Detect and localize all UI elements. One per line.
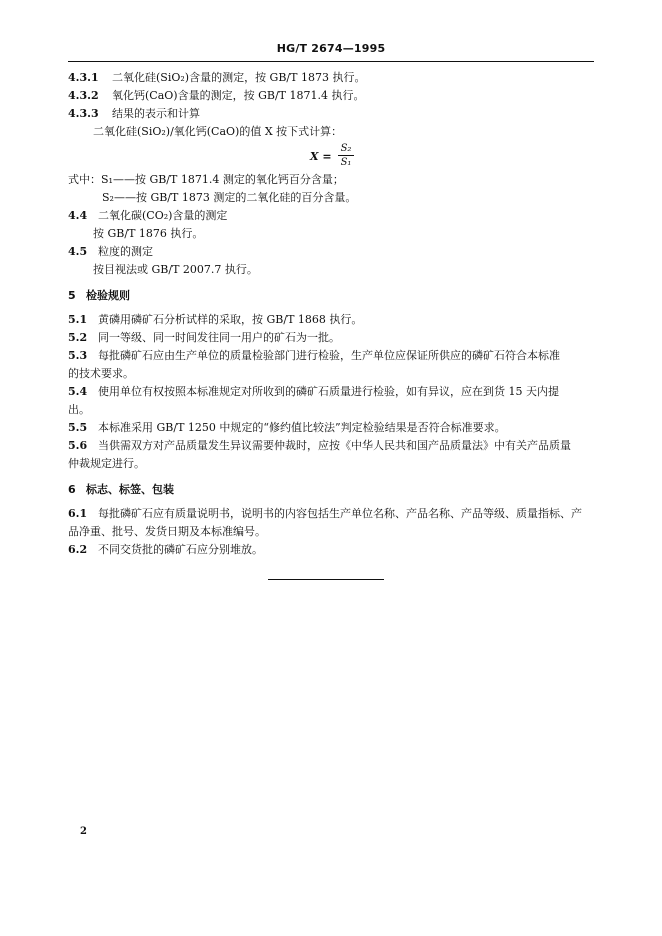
section-title: 检验规则: [86, 289, 130, 302]
clause-5-5: [68, 420, 590, 436]
formula-fraction: [338, 142, 354, 169]
clause-number: 4.3.2: [68, 89, 99, 102]
clause-5-6-cont: 仲裁规定进行。: [68, 457, 145, 470]
clause-text: 同一等级、同一时间发往同一用户的矿石为一批。: [98, 331, 340, 344]
clause-number: 6.2: [68, 543, 88, 556]
clause-number: 5.4: [68, 385, 88, 398]
clause-5-6: [68, 438, 590, 454]
section-number: 6: [68, 483, 76, 496]
clause-number: 4.4: [68, 209, 88, 222]
formula-numerator: S₂: [340, 143, 352, 154]
formula-intro: 二氧化硅(SiO₂)/氧化钙(CaO)的值 X 按下式计算：: [93, 125, 343, 138]
clause-5-3: [68, 348, 590, 364]
section-number: 5: [68, 289, 76, 302]
clause-5-4-cont: 出。: [68, 403, 90, 416]
section-6-heading: [68, 482, 590, 498]
clause-number: 5.3: [68, 349, 88, 362]
clause-6-2: [68, 542, 590, 558]
variable-definition-s1: 式中：S₁——按 GB/T 1871.4 测定的氧化钙百分含量；: [68, 173, 344, 186]
clause-4-3-2: [68, 88, 590, 104]
clause-5-2: [68, 330, 590, 346]
formula-lhs: X =: [310, 150, 332, 163]
clause-4-5-body: 按目视法或 GB/T 2007.7 执行。: [93, 263, 258, 276]
clause-6-1-cont: 品净重、批号、发货日期及本标准编号。: [68, 525, 266, 538]
standard-header: HG/T 2674—1995: [276, 42, 386, 55]
clause-number: 5.6: [68, 439, 88, 452]
header-rule: [68, 61, 594, 62]
clause-4-4: [68, 208, 590, 224]
clause-text: 当供需双方对产品质量发生异议需要仲裁时，应按《中华人民共和国产品质量法》中有关产品质量: [98, 439, 571, 452]
clause-text: 使用单位有权按照本标准规定对所收到的磷矿石质量进行检验，如有异议，应在到货 15 天内提: [98, 385, 559, 398]
clause-text: 粒度的测定: [98, 245, 153, 258]
page-number: 2: [80, 826, 87, 837]
variable-definition-s2: S₂——按 GB/T 1873 测定的二氧化硅的百分含量。: [102, 191, 357, 204]
clause-text: 本标准采用 GB/T 1250 中规定的“修约值比较法”判定检验结果是否符合标准要求。: [98, 421, 506, 434]
formula-denominator: S₁: [340, 157, 352, 168]
end-rule: [268, 579, 384, 580]
clause-text: 结果的表示和计算: [112, 107, 200, 120]
clause-number: 4.3.1: [68, 71, 99, 84]
clause-text: 不同交货批的磷矿石应分别堆放。: [98, 543, 263, 556]
clause-6-1: [68, 506, 590, 522]
clause-5-4: [68, 384, 590, 400]
clause-number: 5.1: [68, 313, 88, 326]
clause-4-3-1: [68, 70, 590, 86]
clause-4-4-body: 按 GB/T 1876 执行。: [93, 227, 204, 240]
clause-text: 二氧化硅(SiO₂)含量的测定，按 GB/T 1873 执行。: [112, 71, 366, 84]
clause-text: 每批磷矿石应有质量说明书，说明书的内容包括生产单位名称、产品名称、产品等级、质量指标、产: [98, 507, 582, 520]
clause-number: 6.1: [68, 507, 88, 520]
clause-text: 每批磷矿石应由生产单位的质量检验部门进行检验，生产单位应保证所供应的磷矿石符合本标准: [98, 349, 560, 362]
clause-text: 黄磷用磷矿石分析试样的采取，按 GB/T 1868 执行。: [98, 313, 363, 326]
section-title: 标志、标签、包装: [86, 483, 174, 496]
clause-text: 氧化钙(CaO)含量的测定，按 GB/T 1871.4 执行。: [112, 89, 365, 102]
clause-text: 二氧化碳(CO₂)含量的测定: [98, 209, 228, 222]
clause-number: 5.5: [68, 421, 88, 434]
clause-number: 4.5: [68, 245, 88, 258]
clause-number: 4.3.3: [68, 107, 99, 120]
clause-4-5: [68, 244, 590, 260]
clause-4-3-3: [68, 106, 590, 122]
section-5-heading: [68, 288, 590, 304]
clause-5-1: [68, 312, 590, 328]
clause-5-3-cont: 的技术要求。: [68, 367, 134, 380]
clause-number: 5.2: [68, 331, 88, 344]
